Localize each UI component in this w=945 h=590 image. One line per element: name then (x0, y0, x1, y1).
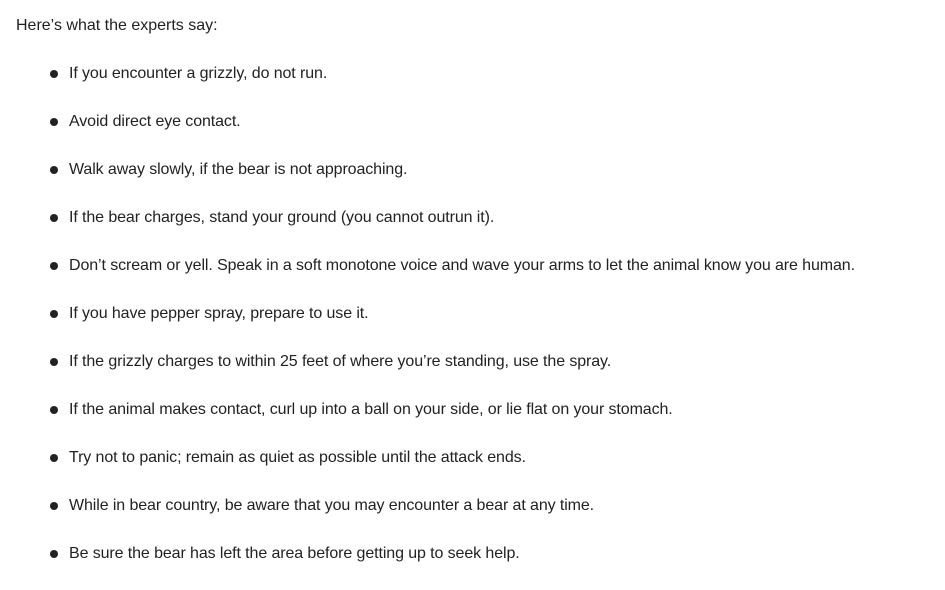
tip-text: If the grizzly charges to within 25 feet of where you’re standing, use the spray. (69, 353, 612, 370)
tip-text: If you encounter a grizzly, do not run. (69, 65, 328, 82)
tip-text: While in bear country, be aware that you may encounter a bear at any time. (69, 497, 595, 514)
list-item (0, 254, 945, 302)
tip-text: Be sure the bear has left the area before getting up to seek help. (69, 545, 520, 562)
list-item (0, 494, 945, 542)
bullet-icon (50, 358, 58, 366)
bullet-icon (50, 118, 58, 126)
bullet-icon (50, 454, 58, 462)
list-item (0, 398, 945, 446)
tip-text: Don’t scream or yell. Speak in a soft monotone voice and wave your arms to let the animal know you are human. (69, 257, 855, 274)
list-item (0, 542, 945, 590)
bullet-icon (50, 406, 58, 414)
bullet-icon (50, 502, 58, 510)
list-item (0, 110, 945, 158)
list-item (0, 62, 945, 110)
tip-text: Try not to panic; remain as quiet as possible until the attack ends. (69, 449, 526, 466)
list-item (0, 158, 945, 206)
bullet-icon (50, 550, 58, 558)
tip-text: If the bear charges, stand your ground (you cannot outrun it). (69, 209, 495, 226)
tip-text: If you have pepper spray, prepare to use it. (69, 305, 369, 322)
tip-text: Avoid direct eye contact. (69, 113, 241, 130)
intro-text: Here’s what the experts say: (16, 17, 218, 34)
list-item (0, 350, 945, 398)
bullet-icon (50, 166, 58, 174)
list-item (0, 206, 945, 254)
bullet-icon (50, 310, 58, 318)
expert-tips-list (0, 62, 945, 590)
list-item (0, 302, 945, 350)
bullet-icon (50, 262, 58, 270)
bullet-icon (50, 214, 58, 222)
tip-text: If the animal makes contact, curl up into a ball on your side, or lie flat on your stomach. (69, 401, 673, 418)
list-item (0, 446, 945, 494)
bullet-icon (50, 70, 58, 78)
tip-text: Walk away slowly, if the bear is not approaching. (69, 161, 408, 178)
